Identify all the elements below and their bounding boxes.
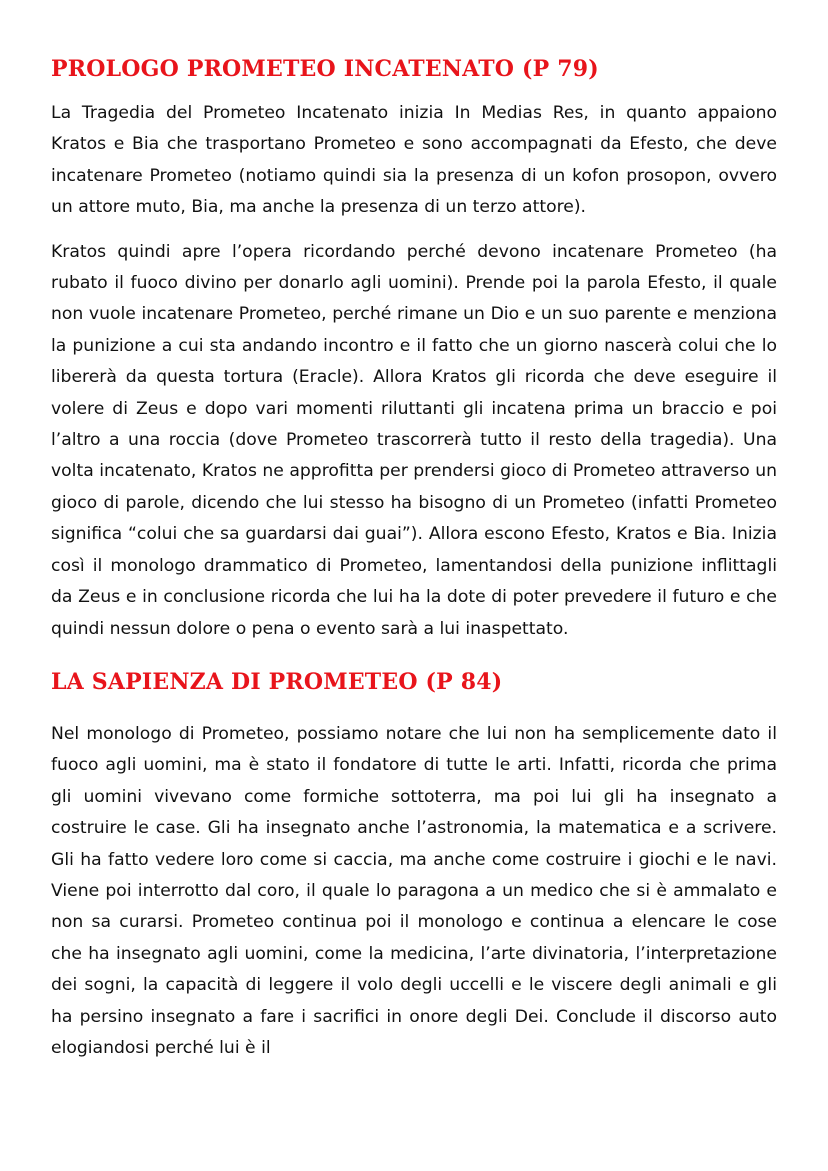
section-heading-sapienza: LA SAPIENZA DI PROMETEO (P 84) [51,668,503,695]
paragraph-monologo: Nel monologo di Prometeo, possiamo notare che lui non ha semplicemente dato il fuoco agli uomini, ma è stato il fondatore di tutte le arti. Infatti, ricorda che prima gli uomini vivevano come formiche sottoterra, ma poi lui gli ha insegnato a costruire le case. Gli ha insegnato anche l’astronomia, la matematica e a scrivere. Gli ha fatto vedere loro come si caccia, ma anche come costruire i giochi e le navi. Viene poi interrotto dal coro, il quale lo paragona a un medico che si è ammalato e non sa curarsi. Prometeo continua poi il monologo e continua a elencare le cose che ha insegnato agli uomini, come la medicina, l’arte divinatoria, l’interpretazione dei sogni, la capacità di leggere il volo degli uccelli e le viscere degli animali e gli ha persino insegnato a fare i sacrifici in onore degli Dei. Conclude il discorso auto elogiandosi perché lui è il [51,723,777,1058]
paragraph-kratos: Kratos quindi apre l’opera ricordando perché devono incatenare Prometeo (ha rubato il fuoco divino per donarlo agli uomini). Prende poi la parola Efesto, il quale non vuole incatenare Prometeo, perché rimane un Dio e un suo parente e menziona la punizione a cui sta andando incontro e il fatto che un giorno nascerà colui che lo libererà da questa tortura (Eracle). Allora Kratos gli ricorda che deve eseguire il volere di Zeus e dopo vari momenti riluttanti gli incatena prima un braccio e poi l’altro a una roccia (dove Prometeo trascorrerà tutto il resto della tragedia). Una volta incatenato, Kratos ne approfitta per prendersi gioco di Prometeo attraverso un gioco di parole, dicendo che lui stesso ha bisogno di un Prometeo (infatti Prometeo significa “colui che sa guardarsi dai guai”). Allora escono Efesto, Kratos e Bia. Inizia così il monologo drammatico di Prometeo, lamentandosi della punizione inflittagli da Zeus e in conclusione ricorda che lui ha la dote di poter prevedere il futuro e che quindi nessun dolore o pena o evento sarà a lui inaspettato. [51,241,777,639]
paragraph-intro: La Tragedia del Prometeo Incatenato inizia In Medias Res, in quanto appaiono Kratos e Bia che trasportano Prometeo e sono accompagnati da Efesto, che deve incatenare Prometeo (notiamo quindi sia la presenza di un kofon prosopon, ovvero un attore muto, Bia, ma anche la presenza di un terzo attore). [51,103,777,218]
document-page [51,54,777,1077]
section-heading-prologo: PROLOGO PROMETEO INCATENATO (P 79) [51,56,599,82]
